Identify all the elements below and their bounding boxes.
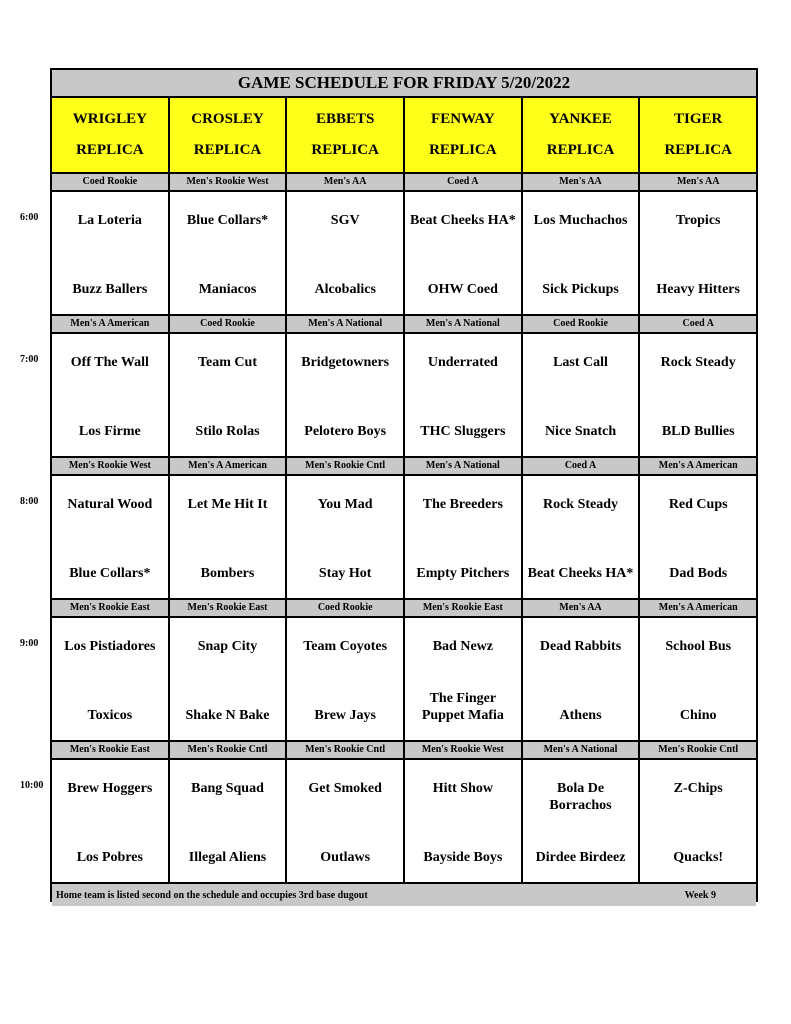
away-team: Let Me Hit It <box>187 497 268 512</box>
away-team: Off The Wall <box>70 355 149 370</box>
league-row <box>52 316 756 334</box>
away-team: Team Coyotes <box>303 639 388 654</box>
league-label: Men's Rookie Cntl <box>170 742 288 758</box>
game-cell <box>170 476 288 598</box>
home-team: Brew Jays <box>314 708 376 723</box>
home-team: Beat Cheeks HA* <box>527 566 634 581</box>
league-label: Coed Rookie <box>287 600 405 616</box>
home-team: OHW Coed <box>427 282 498 297</box>
field-name: YANKEE <box>549 111 612 127</box>
league-label: Men's AA <box>523 600 641 616</box>
field-name: CROSLEY <box>191 111 264 127</box>
away-team: Beat Cheeks HA* <box>409 213 516 228</box>
league-row <box>52 458 756 476</box>
home-team: Quacks! <box>673 850 724 865</box>
field-subtitle: REPLICA <box>193 142 262 158</box>
footer-bar <box>52 884 756 906</box>
home-team: Dad Bods <box>669 566 728 581</box>
home-team: Stilo Rolas <box>195 424 260 439</box>
home-team: Bayside Boys <box>423 850 503 865</box>
game-cell <box>170 618 288 740</box>
game-cell <box>287 476 405 598</box>
game-cell <box>52 334 170 456</box>
game-cell <box>52 760 170 882</box>
game-cell <box>640 476 756 598</box>
home-team: Illegal Aliens <box>188 850 267 865</box>
away-team: Dead Rabbits <box>539 639 622 654</box>
away-team: Tropics <box>675 213 721 228</box>
field-header <box>170 98 288 172</box>
home-team: Heavy Hitters <box>656 282 740 297</box>
home-team: Pelotero Boys <box>304 424 387 439</box>
league-label: Men's Rookie East <box>170 600 288 616</box>
away-team: Bad Newz <box>432 639 493 654</box>
league-row <box>52 174 756 192</box>
game-cell <box>287 760 405 882</box>
home-team: THC Sluggers <box>420 424 506 439</box>
schedule-table <box>50 68 758 902</box>
field-subtitle: REPLICA <box>546 142 615 158</box>
time-label: 8:00 <box>20 496 39 507</box>
field-subtitle: REPLICA <box>76 142 144 158</box>
away-team: Bang Squad <box>191 781 264 796</box>
game-cell <box>523 334 641 456</box>
away-team: Blue Collars* <box>186 213 269 228</box>
games-row <box>52 760 756 884</box>
away-team: Get Smoked <box>308 781 382 796</box>
league-label: Coed A <box>682 318 714 329</box>
away-team: Los Pistiadores <box>64 639 156 654</box>
league-label: Coed A <box>405 174 523 190</box>
away-team: Last Call <box>553 355 608 370</box>
home-team: Buzz Ballers <box>72 282 148 297</box>
league-label: Men's A American <box>658 602 738 613</box>
games-row <box>52 192 756 316</box>
away-team: La Loteria <box>77 213 142 228</box>
league-label: Men's Rookie Cntl <box>287 458 405 474</box>
home-team: Maniacos <box>198 282 257 297</box>
league-label: Coed Rookie <box>52 174 170 190</box>
league-label: Men's A National <box>523 742 641 758</box>
home-team: Outlaws <box>320 850 371 865</box>
league-row <box>52 600 756 618</box>
away-team: Red Cups <box>668 497 728 512</box>
week-label: Week 9 <box>684 889 716 901</box>
home-team: Stay Hot <box>318 566 372 581</box>
away-team: The Breeders <box>422 497 503 512</box>
away-team: Brew Hoggers <box>67 781 153 796</box>
home-team: BLD Bullies <box>661 424 735 439</box>
field-header <box>52 98 170 172</box>
away-team: Rock Steady <box>660 355 736 370</box>
field-header <box>287 98 405 172</box>
league-label: Men's A American <box>658 460 738 471</box>
home-team: Dirdee Birdeez <box>535 850 626 865</box>
game-cell <box>170 760 288 882</box>
away-team: SGV <box>330 213 360 228</box>
home-team: Chino <box>679 708 717 723</box>
field-header-row <box>52 98 756 174</box>
field-subtitle: REPLICA <box>429 142 497 158</box>
field-name: FENWAY <box>431 111 495 127</box>
league-label: Men's Rookie Cntl <box>658 744 739 755</box>
home-team: Empty Pitchers <box>416 566 510 581</box>
time-label: 6:00 <box>20 212 39 223</box>
league-label: Coed A <box>523 458 641 474</box>
game-cell <box>52 618 170 740</box>
game-cell <box>287 334 405 456</box>
field-header <box>640 98 756 172</box>
game-cell <box>405 760 523 882</box>
time-slot <box>52 600 756 742</box>
game-cell <box>405 476 523 598</box>
league-label: Coed Rookie <box>170 316 288 332</box>
away-team: You Mad <box>317 497 373 512</box>
field-name: TIGER <box>674 111 723 127</box>
games-row <box>52 334 756 458</box>
league-label: Men's A National <box>405 316 523 332</box>
game-cell <box>170 334 288 456</box>
field-header <box>523 98 641 172</box>
away-team: Natural Wood <box>67 497 153 512</box>
league-label: Men's AA <box>523 174 641 190</box>
home-team: Shake N Bake <box>185 708 270 723</box>
games-row <box>52 476 756 600</box>
home-team: The Finger Puppet Mafia <box>421 691 504 723</box>
league-label: Men's Rookie East <box>52 742 170 758</box>
league-label: Men's Rookie Cntl <box>287 742 405 758</box>
field-subtitle: REPLICA <box>311 142 379 158</box>
footer-note: Home team is listed second on the schedule and occupies 3rd base dugout <box>56 889 368 901</box>
league-label: Men's Rookie West <box>405 742 523 758</box>
league-label: Men's Rookie East <box>405 600 523 616</box>
home-team: Bombers <box>200 566 255 581</box>
field-subtitle: REPLICA <box>664 142 732 158</box>
home-team: Los Firme <box>78 424 141 439</box>
field-name: WRIGLEY <box>72 111 147 127</box>
away-team: Hitt Show <box>432 781 493 796</box>
game-cell <box>523 476 641 598</box>
league-label: Men's AA <box>676 176 720 187</box>
home-team: Alcobalics <box>314 282 376 297</box>
home-team: Los Pobres <box>76 850 143 865</box>
time-slot <box>52 458 756 600</box>
league-label: Men's Rookie East <box>52 600 170 616</box>
home-team: Nice Snatch <box>544 424 617 439</box>
away-team: Snap City <box>197 639 258 654</box>
game-cell <box>170 192 288 314</box>
league-label: Men's A National <box>405 458 523 474</box>
league-label: Men's A American <box>170 458 288 474</box>
game-cell <box>523 760 641 882</box>
time-label: 10:00 <box>20 780 44 791</box>
away-team: Bola De Borrachos <box>549 781 612 813</box>
away-team: Los Muchachos <box>533 213 628 228</box>
away-team: School Bus <box>665 639 732 654</box>
home-team: Athens <box>559 708 602 723</box>
game-cell <box>405 192 523 314</box>
league-label: Coed Rookie <box>523 316 641 332</box>
away-team: Rock Steady <box>542 497 619 512</box>
league-label: Men's Rookie West <box>52 458 170 474</box>
away-team: Underrated <box>427 355 498 370</box>
games-row <box>52 618 756 742</box>
time-slot <box>52 174 756 316</box>
field-name: EBBETS <box>315 111 375 127</box>
field-header <box>405 98 523 172</box>
away-team: Team Cut <box>198 355 257 370</box>
time-label: 7:00 <box>20 354 39 365</box>
time-label: 9:00 <box>20 638 39 649</box>
game-cell <box>640 334 756 456</box>
time-slot <box>52 316 756 458</box>
game-cell <box>287 192 405 314</box>
away-team: Bridgetowners <box>301 355 390 370</box>
home-team: Toxicos <box>87 708 133 723</box>
time-slot <box>52 742 756 884</box>
league-label: Men's A American <box>52 316 170 332</box>
league-row <box>52 742 756 760</box>
game-cell <box>640 760 756 882</box>
home-team: Blue Collars* <box>69 566 151 581</box>
league-label: Men's AA <box>287 174 405 190</box>
schedule-title: GAME SCHEDULE FOR FRIDAY 5/20/2022 <box>52 70 756 98</box>
home-team: Sick Pickups <box>542 282 619 297</box>
game-cell <box>405 618 523 740</box>
league-label: Men's A National <box>287 316 405 332</box>
game-cell <box>405 334 523 456</box>
game-cell <box>52 476 170 598</box>
game-cell <box>640 192 756 314</box>
game-cell <box>523 192 641 314</box>
away-team: Z-Chips <box>673 781 723 796</box>
game-cell <box>287 618 405 740</box>
game-cell <box>640 618 756 740</box>
league-label: Men's Rookie West <box>170 174 288 190</box>
game-cell <box>52 192 170 314</box>
game-cell <box>523 618 641 740</box>
